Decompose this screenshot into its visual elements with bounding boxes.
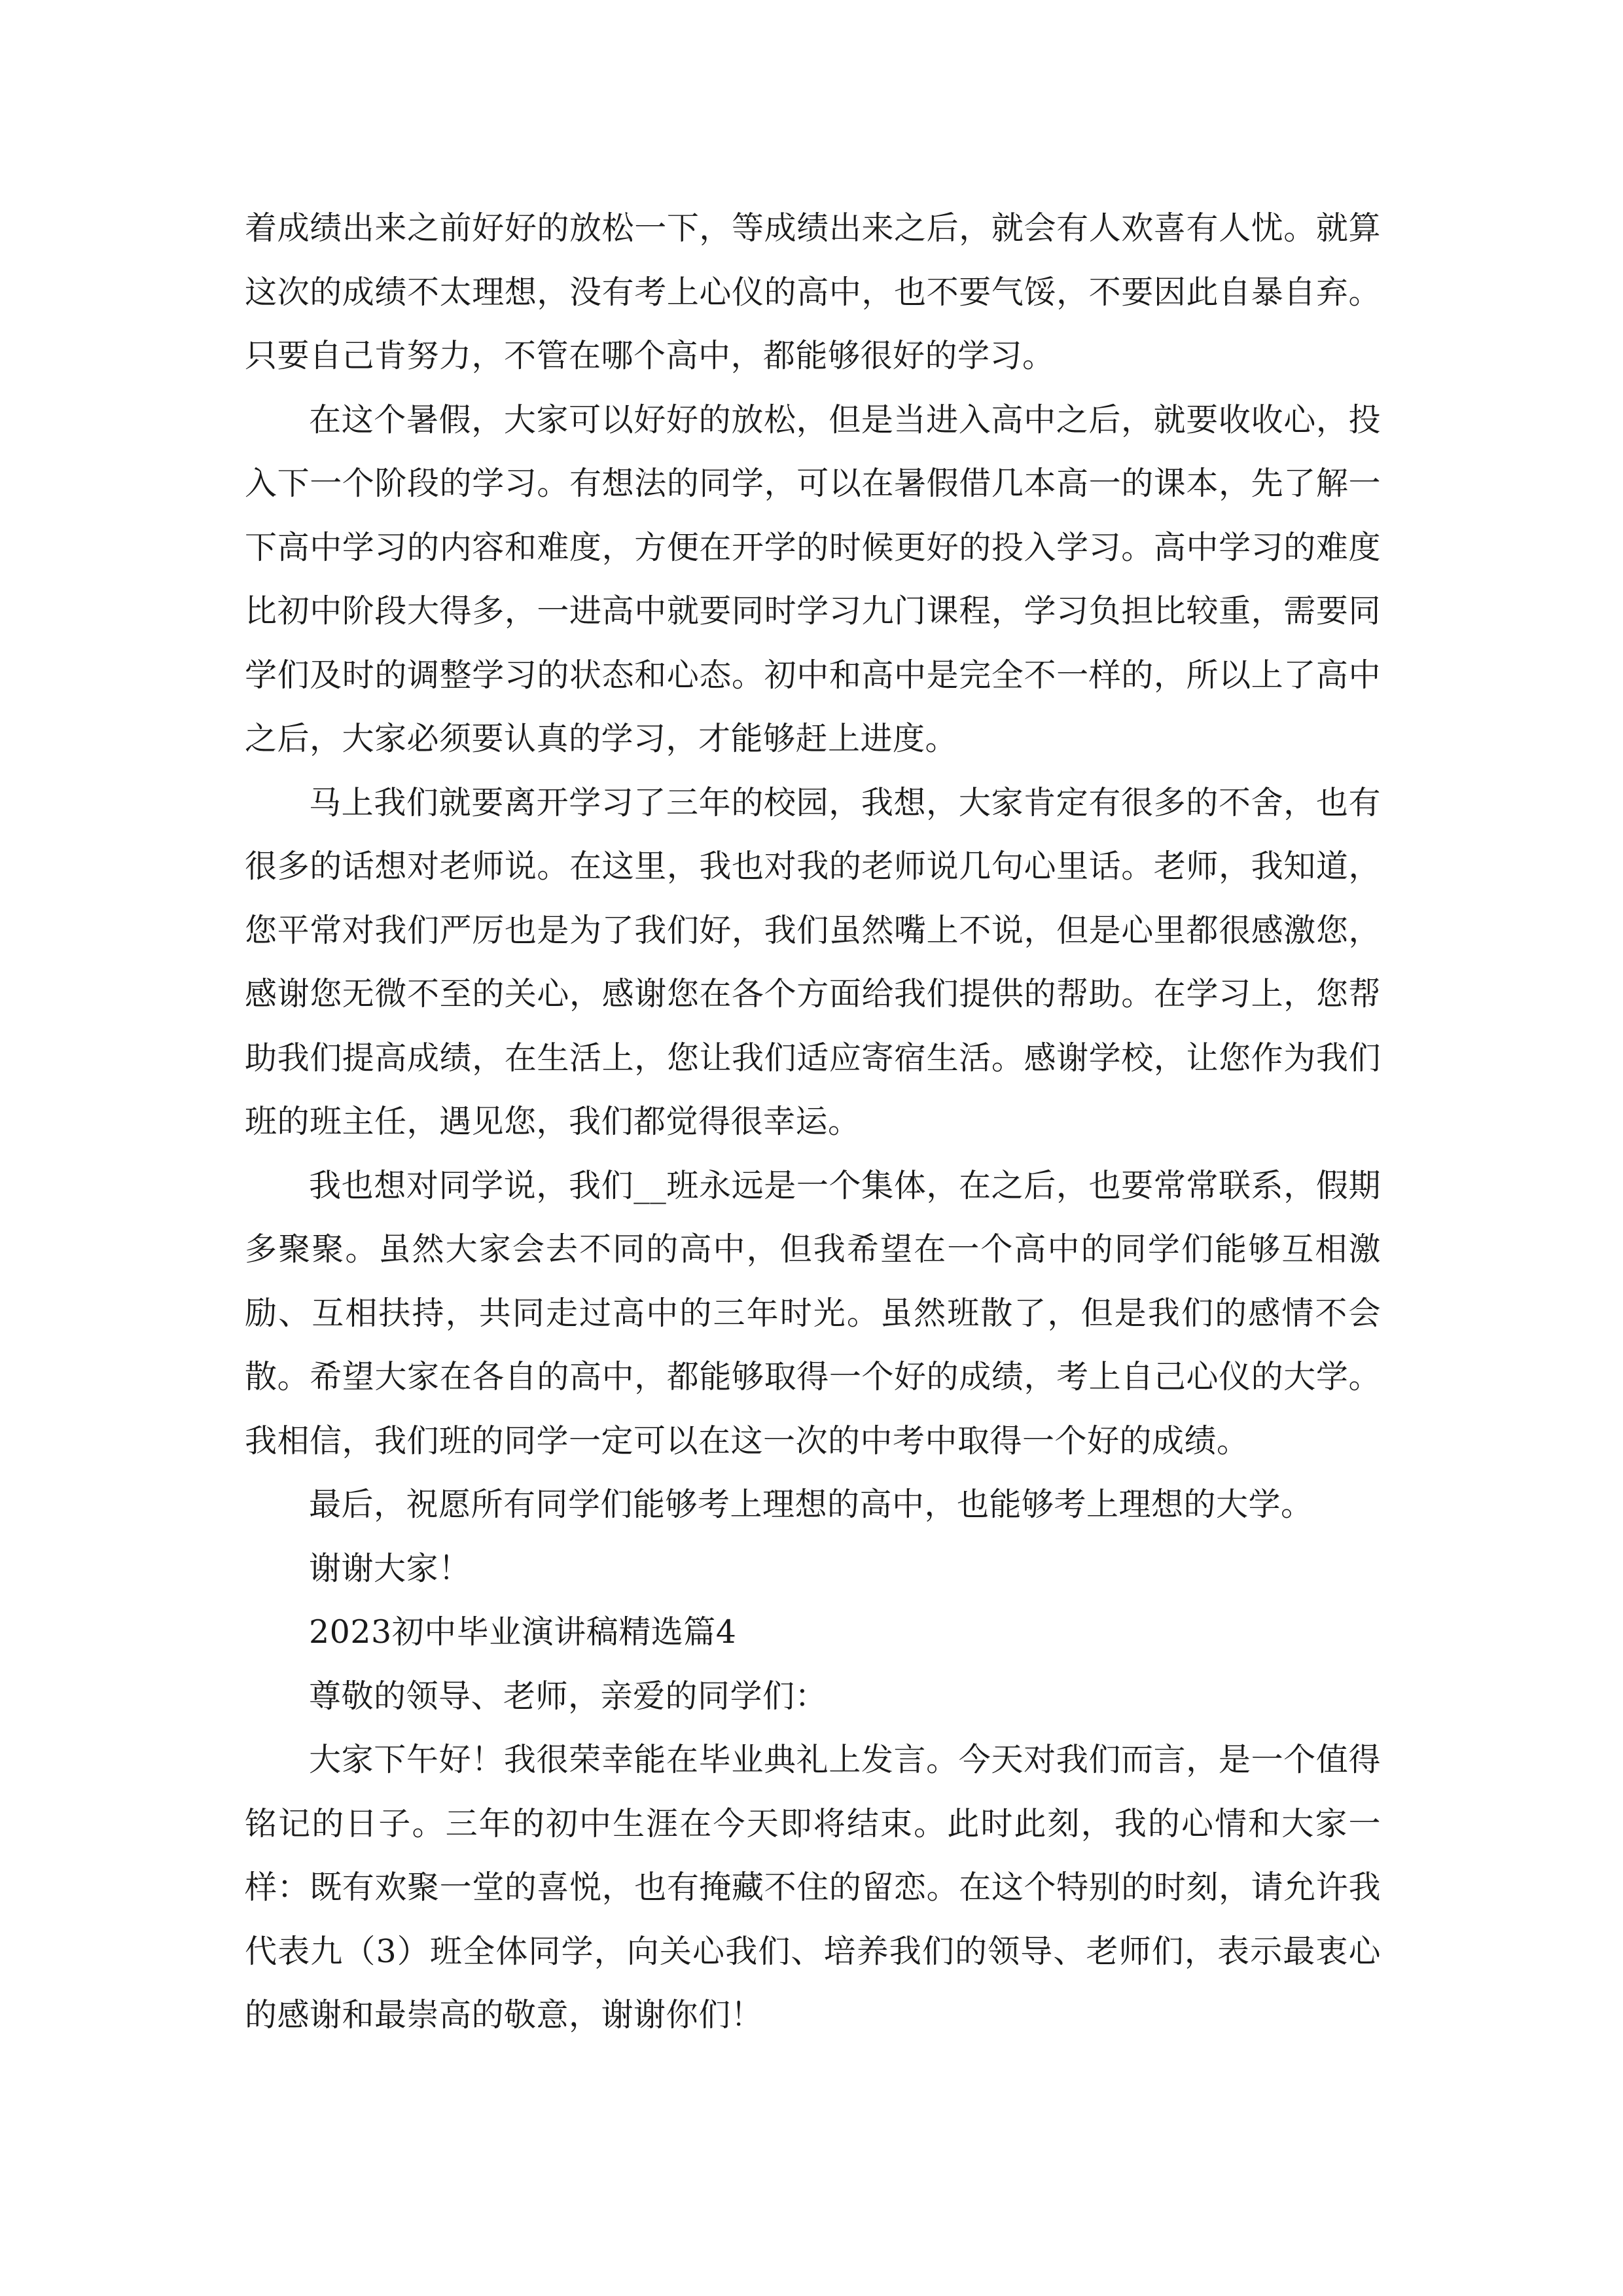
paragraph-wishes: 最后，祝愿所有同学们能够考上理想的高中，也能够考上理想的大学。 [309,1486,1313,1523]
document-page [245,196,1381,2047]
paragraph-thank-you: 谢谢大家！ [309,1549,471,1587]
paragraph-summer-vacation: 在这个暑假，大家可以好好的放松，但是当进入高中之后，就要收收心，投入下一个阶段的学习。有想法的同学，可以在暑假借几本高一的课本，先了解一下高中学习的内容和难度，方便在开学的时候更好的投入学习。高中学习的难度比初中阶段大得多，一进高中就要同时学习九门课程，学习负担比较重，需要同学们及时的调整学习的状态和心态。初中和高中是完全不一样的，所以上了高中之后，大家必须要认真的学习，才能够赶上进度。 [245,401,1381,757]
paragraph-classmates: 我也想对同学说，我们__班永远是一个集体，在之后，也要常常联系，假期多聚聚。虽然大家会去不同的高中，但我希望在一个高中的同学们能够互相激励、互相扶持，共同走过高中的三年时光。虽然班散了，但是我们的感情不会散。希望大家在各自的高中，都能够取得一个好的成绩，考上自己心仪的大学。我相信，我们班的同学一定可以在这一次的中考中取得一个好的成绩。 [245,1166,1381,1460]
paragraph-thanks-teacher: 马上我们就要离开学习了三年的校园，我想，大家肯定有很多的不舍，也有很多的话想对老师说。在这里，我也对我的老师说几句心里话。老师，我知道，您平常对我们严厉也是为了我们好，我们虽然嘴上不说，但是心里都很感激您，感谢您无微不至的关心，感谢您在各个方面给我们提供的帮助。在学习上，您帮助我们提高成绩，在生活上，您让我们适应寄宿生活。感谢学校，让您作为我们班的班主任，遇见您，我们都觉得很幸运。 [245,783,1381,1140]
paragraph-exam-results: 着成绩出来之前好好的放松一下，等成绩出来之后，就会有人欢喜有人忧。就算这次的成绩不太理想，没有考上心仪的高中，也不要气馁，不要因此自暴自弃。只要自己肯努力，不管在哪个高中，都能够很好的学习。 [245,209,1381,374]
speech-salutation: 尊敬的领导、老师，亲爱的同学们： [309,1677,828,1715]
paragraph-opening: 大家下午好！我很荣幸能在毕业典礼上发言。今天对我们而言，是一个值得铭记的日子。三年的初中生涯在今天即将结束。此时此刻，我的心情和大家一样：既有欢聚一堂的喜悦，也有掩藏不住的留恋。在这个特别的时刻，请允许我代表九（3）班全体同学，向关心我们、培养我们的领导、老师们，表示最衷心的感谢和最崇高的敬意，谢谢你们！ [245,1741,1381,2034]
section-heading: 2023初中毕业演讲稿精选篇4 [309,1613,737,1651]
